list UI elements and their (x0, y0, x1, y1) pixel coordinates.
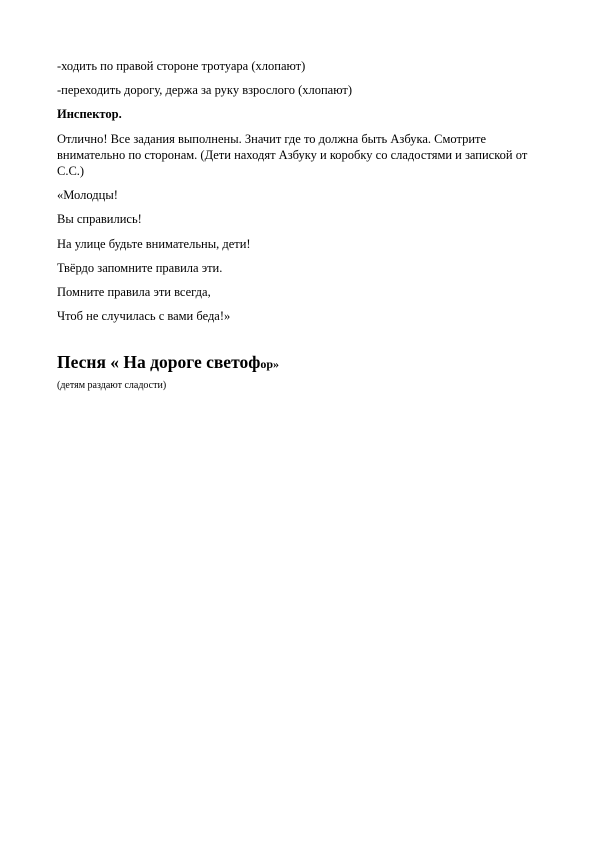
stage-note: (детям раздают сладости) (57, 380, 167, 392)
song-title-tail: ор» (260, 357, 279, 372)
poem-line: Помните правила эти всегда, (57, 285, 211, 300)
speaker-label: Инспектор. (57, 107, 122, 122)
instruction-line: -ходить по правой стороне тротуара (хлопают) (57, 59, 306, 73)
instruction-line: -переходить дорогу, держа за руку взрослого (хлопают) (57, 83, 353, 98)
poem-line: «Молодцы! (57, 188, 118, 203)
document-body (57, 58, 537, 392)
poem-line: Вы справились! (57, 212, 142, 227)
poem-line: На улице будьте внимательны, дети! (57, 236, 251, 251)
poem-line: Чтоб не случилась с вами беда!» (57, 309, 231, 324)
speaker-paragraph: Отлично! Все задания выполнены. Значит где то должна быть Азбука. Смотрите внимательно по сторонам. (Дети находят Азбуку и коробку со сладостями и запиской от С.С.) (57, 131, 528, 179)
song-title (57, 352, 537, 374)
song-title-main: Песня « На дороге светоф (57, 352, 261, 373)
poem-line: Твёрдо запомните правила эти. (57, 260, 223, 275)
